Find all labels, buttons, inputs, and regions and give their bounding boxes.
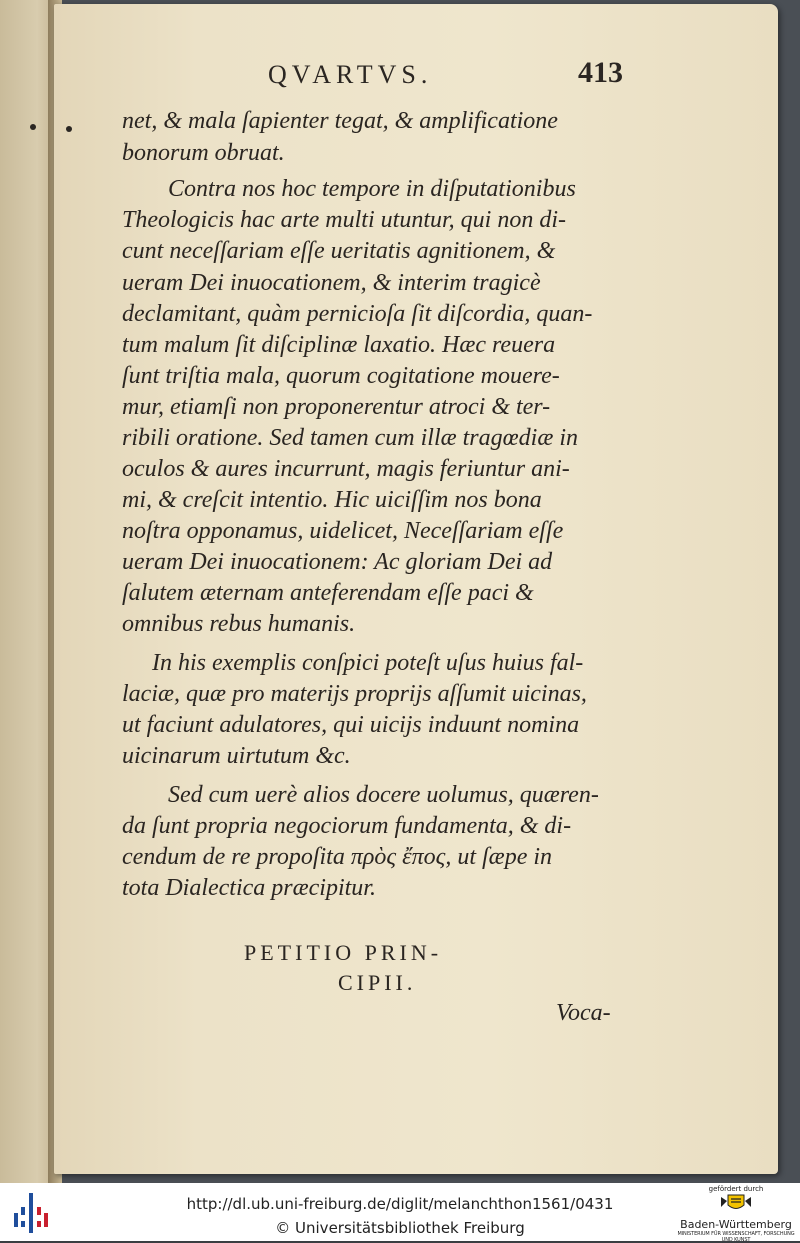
text-line: omnibus rebus humanis. <box>122 611 356 637</box>
text-line: noſtra opponamus, uidelicet, Neceſſariam eſſe <box>122 518 564 544</box>
text-line: mur, etiamſi non proponerentur atroci & ter- <box>122 394 551 420</box>
text-line: ueram Dei inuocationem: Ac gloriam Dei ad <box>122 549 553 575</box>
permalink-url[interactable]: http://dl.ub.uni-freiburg.de/diglit/melanchthon1561/0431 <box>186 1195 614 1213</box>
text-line: ueram Dei inuocationem, & interim tragicè <box>122 270 541 296</box>
text-line: declamitant, quàm pernicioſa ſit diſcordia, quan- <box>122 301 593 327</box>
section-heading: PETITIO PRIN- <box>244 940 443 965</box>
text-line: mi, & creſcit intentio. Hic uiciſſim nos bona <box>122 487 542 513</box>
catchword: Voca- <box>556 1000 611 1026</box>
text-line: Sed cum uerè alios docere uolumus, quæren- <box>168 782 599 808</box>
page-number: 413 <box>578 56 623 89</box>
ink-dot <box>66 126 72 132</box>
sponsor-ministry: MINISTERIUM FÜR WISSENSCHAFT, FORSCHUNG UND KUNST <box>677 1231 795 1243</box>
text-line: tum malum ſit diſciplinæ laxatio. Hæc reuera <box>122 332 556 358</box>
running-head: QVARTVS. <box>268 60 433 89</box>
text-line: Theologicis hac arte multi utuntur, qui non di- <box>122 207 566 233</box>
state-coat-of-arms-icon <box>718 1193 754 1213</box>
sponsor-name: Baden-Württemberg <box>680 1218 792 1231</box>
text-line: ſunt triſtia mala, quorum cogitatione mouere- <box>122 363 560 389</box>
text-line: cunt neceſſariam eſſe ueritatis agnitionem, & <box>122 238 556 264</box>
sponsor-block <box>676 1183 796 1241</box>
text-line: ut faciunt adulatores, qui uicijs induunt nomina <box>122 712 580 738</box>
text-line: da ſunt propria negociorum fundamenta, & di- <box>122 813 572 839</box>
copyright-notice: © Universitätsbibliothek Freiburg <box>275 1219 525 1237</box>
text-line: Contra nos hoc tempore in diſputationibus <box>168 176 576 202</box>
sponsor-caption: gefördert durch <box>708 1185 764 1193</box>
text-line: laciæ, quæ pro materijs proprijs aſſumit uicinas, <box>122 681 587 707</box>
text-line: ribili oratione. Sed tamen cum illæ tragœdiæ in <box>122 425 578 451</box>
text-line: uicinarum uirtutum &c. <box>122 743 351 769</box>
text-line: ſalutem æternam anteferendam eſſe paci & <box>122 580 534 606</box>
text-line: cendum de re propoſita πρὸς ἔπος, ut ſæpe in <box>122 844 553 870</box>
text-line: tota Dialectica præcipitur. <box>122 875 376 901</box>
section-heading: CIPII. <box>338 970 417 995</box>
ink-dot <box>30 124 36 130</box>
text-line: net, & mala ſapienter tegat, & amplificatione <box>122 108 558 134</box>
text-line: oculos & aures incurrunt, magis feriuntur ani- <box>122 456 570 482</box>
text-line: In his exemplis conſpici poteſt uſus huius fal- <box>152 650 584 676</box>
text-line: bonorum obruat. <box>122 140 285 166</box>
